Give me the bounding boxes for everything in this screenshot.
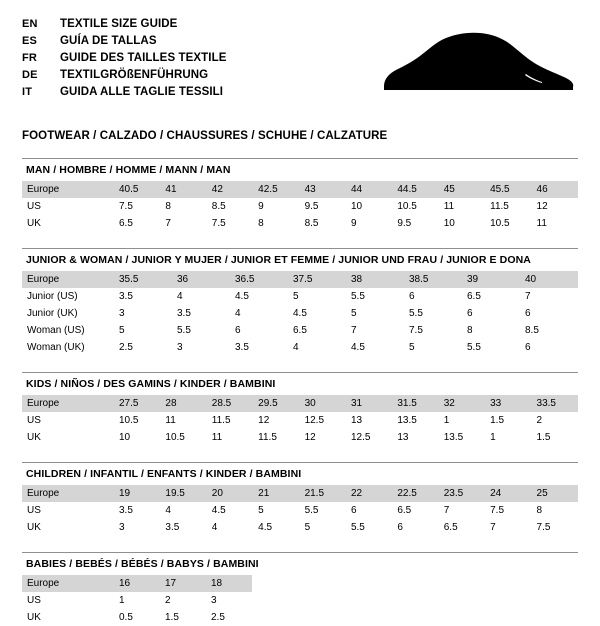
language-code: EN <box>22 18 38 30</box>
cell: 3.5 <box>160 519 206 536</box>
section-junior-woman <box>22 248 578 356</box>
cell: 33 <box>485 395 531 412</box>
cell: 7 <box>485 519 531 536</box>
cell: 44.5 <box>392 181 438 198</box>
size-table-man <box>22 181 578 232</box>
cell: 17 <box>160 575 206 592</box>
header <box>22 16 578 116</box>
cell: 5 <box>253 502 299 519</box>
cell: 3.5 <box>230 339 288 356</box>
size-table-children <box>22 485 578 536</box>
row-label: US <box>22 592 114 609</box>
cell: 45.5 <box>485 181 531 198</box>
cell: 5.5 <box>404 305 462 322</box>
cell: 33.5 <box>532 395 578 412</box>
row-label: Europe <box>22 271 114 288</box>
table-row <box>22 339 578 356</box>
cell: 7.5 <box>114 198 160 215</box>
cell: 4.5 <box>230 288 288 305</box>
cell: 5 <box>288 288 346 305</box>
section-title: BABIES / BEBÉS / BÉBÉS / BABYS / BAMBINI <box>22 552 578 575</box>
cell: 3 <box>114 305 172 322</box>
language-title: TEXTILE SIZE GUIDE <box>60 18 178 30</box>
cell: 10.5 <box>160 429 206 446</box>
cell: 7 <box>520 288 578 305</box>
cell: 6 <box>230 322 288 339</box>
cell: 1.5 <box>485 412 531 429</box>
cell: 6 <box>346 502 392 519</box>
section-kids <box>22 372 578 446</box>
row-label: US <box>22 412 114 429</box>
cell: 3.5 <box>114 502 160 519</box>
cell: 42.5 <box>253 181 299 198</box>
table-row <box>22 181 578 198</box>
cell: 32 <box>439 395 485 412</box>
cell: 8.5 <box>207 198 253 215</box>
cell: 22.5 <box>392 485 438 502</box>
row-label: UK <box>22 609 114 626</box>
cell: 10 <box>346 198 392 215</box>
row-label: US <box>22 502 114 519</box>
cell: 37.5 <box>288 271 346 288</box>
cell: 4.5 <box>207 502 253 519</box>
cell: 4 <box>288 339 346 356</box>
cell: 4 <box>230 305 288 322</box>
row-label: Junior (US) <box>22 288 114 305</box>
cell: 11.5 <box>253 429 299 446</box>
cell: 46 <box>532 181 578 198</box>
footwear-category-line: FOOTWEAR / CALZADO / CHAUSSURES / SCHUHE / CALZATURE <box>22 130 388 142</box>
table-row <box>22 575 578 592</box>
cell: 43 <box>300 181 346 198</box>
cell: 10 <box>439 215 485 232</box>
cell-empty <box>252 592 578 609</box>
cell: 1.5 <box>160 609 206 626</box>
cell: 0.5 <box>114 609 160 626</box>
cell: 2.5 <box>206 609 252 626</box>
cell: 5.5 <box>172 322 230 339</box>
cell: 38.5 <box>404 271 462 288</box>
table-row <box>22 271 578 288</box>
section-title: KIDS / NIÑOS / DES GAMINS / KINDER / BAMBINI <box>22 372 578 395</box>
cell: 11.5 <box>207 412 253 429</box>
cell: 30 <box>300 395 346 412</box>
cell: 31.5 <box>392 395 438 412</box>
cell: 29.5 <box>253 395 299 412</box>
cell: 19 <box>114 485 160 502</box>
cell: 6.5 <box>392 502 438 519</box>
cell-empty <box>252 575 578 592</box>
cell: 7.5 <box>404 322 462 339</box>
cell: 2 <box>160 592 206 609</box>
cell: 12 <box>532 198 578 215</box>
cell: 6 <box>392 519 438 536</box>
cell: 1.5 <box>532 429 578 446</box>
row-label: UK <box>22 215 114 232</box>
cell: 3 <box>172 339 230 356</box>
table-row <box>22 322 578 339</box>
cell: 39 <box>462 271 520 288</box>
row-label: Europe <box>22 575 114 592</box>
section-title: CHILDREN / INFANTIL / ENFANTS / KINDER / BAMBINI <box>22 462 578 485</box>
cell: 31 <box>346 395 392 412</box>
cell: 9.5 <box>392 215 438 232</box>
cell: 10 <box>114 429 160 446</box>
cell: 9 <box>253 198 299 215</box>
cell: 7.5 <box>485 502 531 519</box>
table-row <box>22 215 578 232</box>
row-label: Woman (US) <box>22 322 114 339</box>
cell: 4 <box>172 288 230 305</box>
cell: 7 <box>160 215 206 232</box>
cell: 3 <box>206 592 252 609</box>
cell: 13.5 <box>439 429 485 446</box>
cell: 10.5 <box>114 412 160 429</box>
cell: 12.5 <box>300 412 346 429</box>
cell-empty <box>252 609 578 626</box>
table-row <box>22 395 578 412</box>
row-label: Woman (UK) <box>22 339 114 356</box>
language-title: GUIDA ALLE TAGLIE TESSILI <box>60 86 224 98</box>
cell: 38 <box>346 271 404 288</box>
row-label: Europe <box>22 485 114 502</box>
language-title: GUIDE DES TAILLES TEXTILE <box>60 52 227 64</box>
cell: 22 <box>346 485 392 502</box>
section-children <box>22 462 578 536</box>
cell: 4.5 <box>346 339 404 356</box>
cell: 12 <box>253 412 299 429</box>
cell: 6.5 <box>439 519 485 536</box>
language-code: ES <box>22 35 38 47</box>
cell: 10.5 <box>392 198 438 215</box>
cell: 13 <box>346 412 392 429</box>
cell: 11 <box>532 215 578 232</box>
table-row <box>22 305 578 322</box>
table-row <box>22 502 578 519</box>
cell: 8 <box>462 322 520 339</box>
cell: 5.5 <box>300 502 346 519</box>
cell: 3 <box>114 519 160 536</box>
table-row <box>22 609 578 626</box>
cell: 20 <box>207 485 253 502</box>
size-table-junior-woman <box>22 271 578 356</box>
section-babies <box>22 552 578 626</box>
cell: 4.5 <box>253 519 299 536</box>
cell: 7 <box>439 502 485 519</box>
cell: 7.5 <box>207 215 253 232</box>
row-label: UK <box>22 519 114 536</box>
cell: 23.5 <box>439 485 485 502</box>
cell: 7.5 <box>532 519 578 536</box>
table-row <box>22 429 578 446</box>
cell: 5 <box>300 519 346 536</box>
cell: 1 <box>485 429 531 446</box>
cell: 13 <box>392 429 438 446</box>
table-row <box>22 198 578 215</box>
row-label: Europe <box>22 395 114 412</box>
cell: 2.5 <box>114 339 172 356</box>
cell: 4 <box>207 519 253 536</box>
cell: 6 <box>520 305 578 322</box>
cell: 11 <box>160 412 206 429</box>
language-code: FR <box>22 52 38 64</box>
row-label: UK <box>22 429 114 446</box>
cell: 13.5 <box>392 412 438 429</box>
cell: 3.5 <box>114 288 172 305</box>
cell: 11 <box>207 429 253 446</box>
cell: 19.5 <box>160 485 206 502</box>
section-title: JUNIOR & WOMAN / JUNIOR Y MUJER / JUNIOR ET FEMME / JUNIOR UND FRAU / JUNIOR E DONA <box>22 248 578 271</box>
cell: 21 <box>253 485 299 502</box>
cell: 16 <box>114 575 160 592</box>
cell: 7 <box>346 322 404 339</box>
dress-shoe-icon <box>376 30 576 96</box>
language-code: DE <box>22 69 38 81</box>
language-title: TEXTILGRÖßENFÜHRUNG <box>60 69 209 81</box>
cell: 27.5 <box>114 395 160 412</box>
cell: 11.5 <box>485 198 531 215</box>
cell: 6 <box>520 339 578 356</box>
cell: 8 <box>253 215 299 232</box>
cell: 6 <box>462 305 520 322</box>
cell: 9.5 <box>300 198 346 215</box>
section-man <box>22 158 578 232</box>
cell: 36.5 <box>230 271 288 288</box>
language-code: IT <box>22 86 33 98</box>
cell: 5.5 <box>346 288 404 305</box>
row-label: Junior (UK) <box>22 305 114 322</box>
cell: 40.5 <box>114 181 160 198</box>
cell: 2 <box>532 412 578 429</box>
table-row <box>22 592 578 609</box>
cell: 8.5 <box>300 215 346 232</box>
language-title: GUÍA DE TALLAS <box>60 35 157 47</box>
cell: 24 <box>485 485 531 502</box>
cell: 1 <box>114 592 160 609</box>
cell: 8.5 <box>520 322 578 339</box>
table-row <box>22 412 578 429</box>
cell: 18 <box>206 575 252 592</box>
cell: 9 <box>346 215 392 232</box>
cell: 12.5 <box>346 429 392 446</box>
cell: 6 <box>404 288 462 305</box>
cell: 45 <box>439 181 485 198</box>
cell: 42 <box>207 181 253 198</box>
cell: 4 <box>160 502 206 519</box>
cell: 6.5 <box>462 288 520 305</box>
size-table-babies <box>22 575 578 626</box>
cell: 6.5 <box>114 215 160 232</box>
cell: 21.5 <box>300 485 346 502</box>
cell: 8 <box>532 502 578 519</box>
row-label: US <box>22 198 114 215</box>
cell: 8 <box>160 198 206 215</box>
cell: 44 <box>346 181 392 198</box>
cell: 5.5 <box>462 339 520 356</box>
cell: 1 <box>439 412 485 429</box>
cell: 3.5 <box>172 305 230 322</box>
cell: 41 <box>160 181 206 198</box>
cell: 12 <box>300 429 346 446</box>
cell: 5.5 <box>346 519 392 536</box>
cell: 28 <box>160 395 206 412</box>
cell: 11 <box>439 198 485 215</box>
cell: 25 <box>532 485 578 502</box>
cell: 6.5 <box>288 322 346 339</box>
cell: 36 <box>172 271 230 288</box>
section-title: MAN / HOMBRE / HOMME / MANN / MAN <box>22 158 578 181</box>
cell: 5 <box>346 305 404 322</box>
cell: 4.5 <box>288 305 346 322</box>
cell: 10.5 <box>485 215 531 232</box>
cell: 40 <box>520 271 578 288</box>
cell: 35.5 <box>114 271 172 288</box>
row-label: Europe <box>22 181 114 198</box>
cell: 5 <box>404 339 462 356</box>
cell: 28.5 <box>207 395 253 412</box>
table-row <box>22 519 578 536</box>
cell: 5 <box>114 322 172 339</box>
table-row <box>22 485 578 502</box>
table-row <box>22 288 578 305</box>
size-table-kids <box>22 395 578 446</box>
